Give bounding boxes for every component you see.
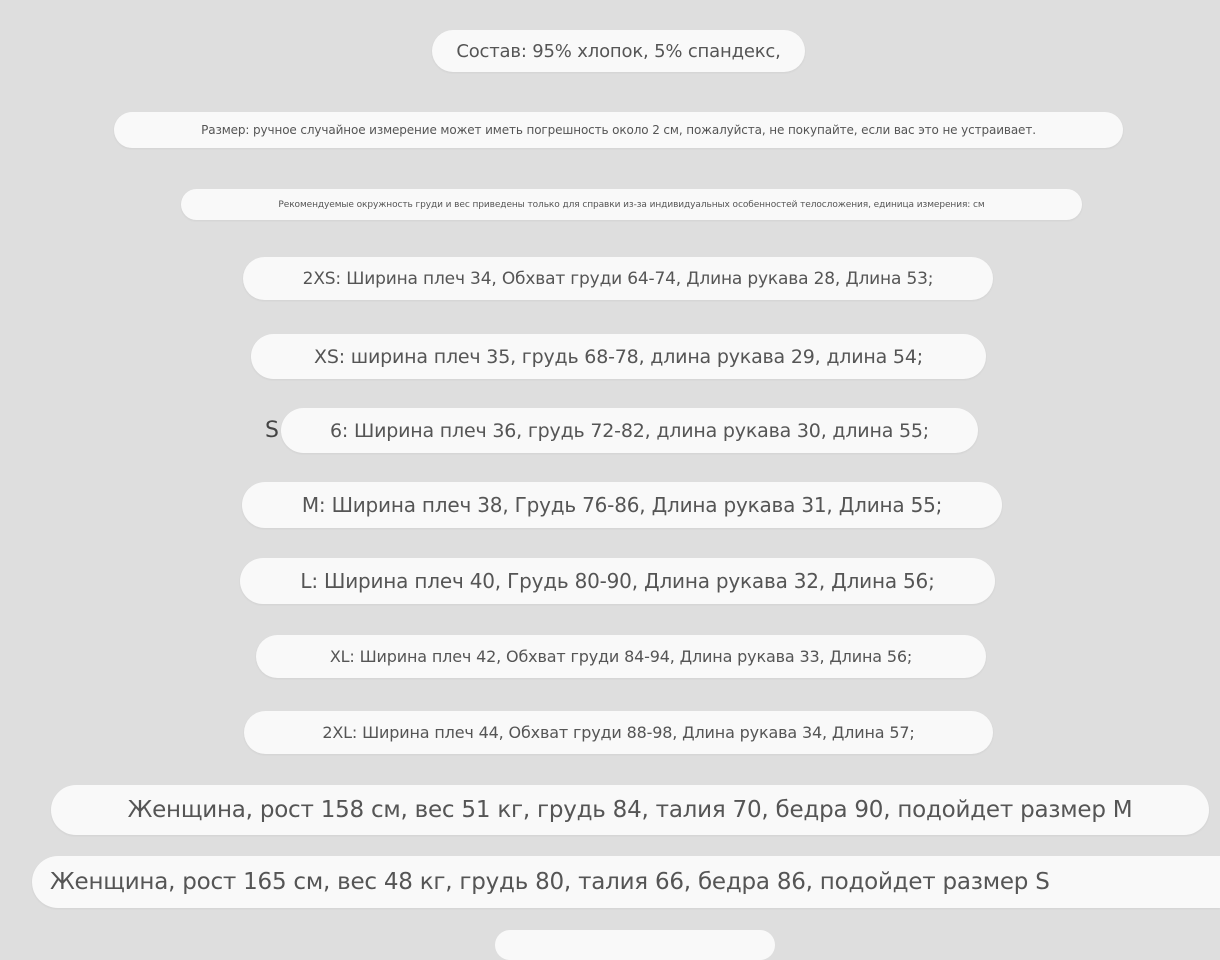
size-row-text: XL: Ширина плеч 42, Обхват груди 84-94, Длина рукава 33, Длина 56; (329, 647, 913, 666)
composition-label (432, 30, 805, 72)
stray-glyph: S (265, 418, 279, 443)
size-row-2xs (243, 257, 993, 300)
size-row-2xl (244, 711, 993, 754)
size-row-text: L: Ширина плеч 40, Грудь 80-90, Длина рукава 32, Длина 56; (300, 569, 935, 593)
size-row-m (242, 482, 1002, 528)
fit-example-text: Женщина, рост 165 см, вес 48 кг, грудь 80, талия 66, бедра 86, подойдет размер S (50, 869, 1050, 895)
next-label-peek (495, 930, 775, 960)
size-row-text: 2XS: Ширина плеч 34, Обхват груди 64-74, Длина рукава 28, Длина 53; (302, 268, 934, 289)
size-row-l (240, 558, 995, 604)
size-row-xs (251, 334, 986, 379)
size-note-label (114, 112, 1123, 148)
size-row-text: XS: ширина плеч 35, грудь 68-78, длина рукава 29, длина 54; (314, 345, 923, 368)
size-row-s (281, 408, 978, 453)
size-note-text: Размер: ручное случайное измерение может иметь погрешность около 2 см, пожалуйста, не покупайте, если вас это не устраивает. (201, 123, 1036, 137)
fit-example-s (32, 856, 1220, 908)
size-row-text: 2XL: Ширина плеч 44, Обхват груди 88-98, Длина рукава 34, Длина 57; (322, 723, 915, 742)
size-row-text: M: Ширина плеч 38, Грудь 76-86, Длина рукава 31, Длина 55; (301, 493, 943, 517)
recommendation-note-label (181, 189, 1082, 220)
size-row-text: 6: Ширина плеч 36, грудь 72-82, длина рукава 30, длина 55; (329, 419, 930, 442)
size-row-xl (256, 635, 986, 678)
fit-example-text: Женщина, рост 158 см, вес 51 кг, грудь 84, талия 70, бедра 90, подойдет размер M (127, 797, 1133, 823)
composition-text: Состав: 95% хлопок, 5% спандекс, (456, 40, 781, 62)
recommendation-note-text: Рекомендуемые окружность груди и вес приведены только для справки из-за индивидуальных особенностей телосложения, единица измерения: см (278, 199, 985, 210)
fit-example-m (51, 785, 1209, 835)
